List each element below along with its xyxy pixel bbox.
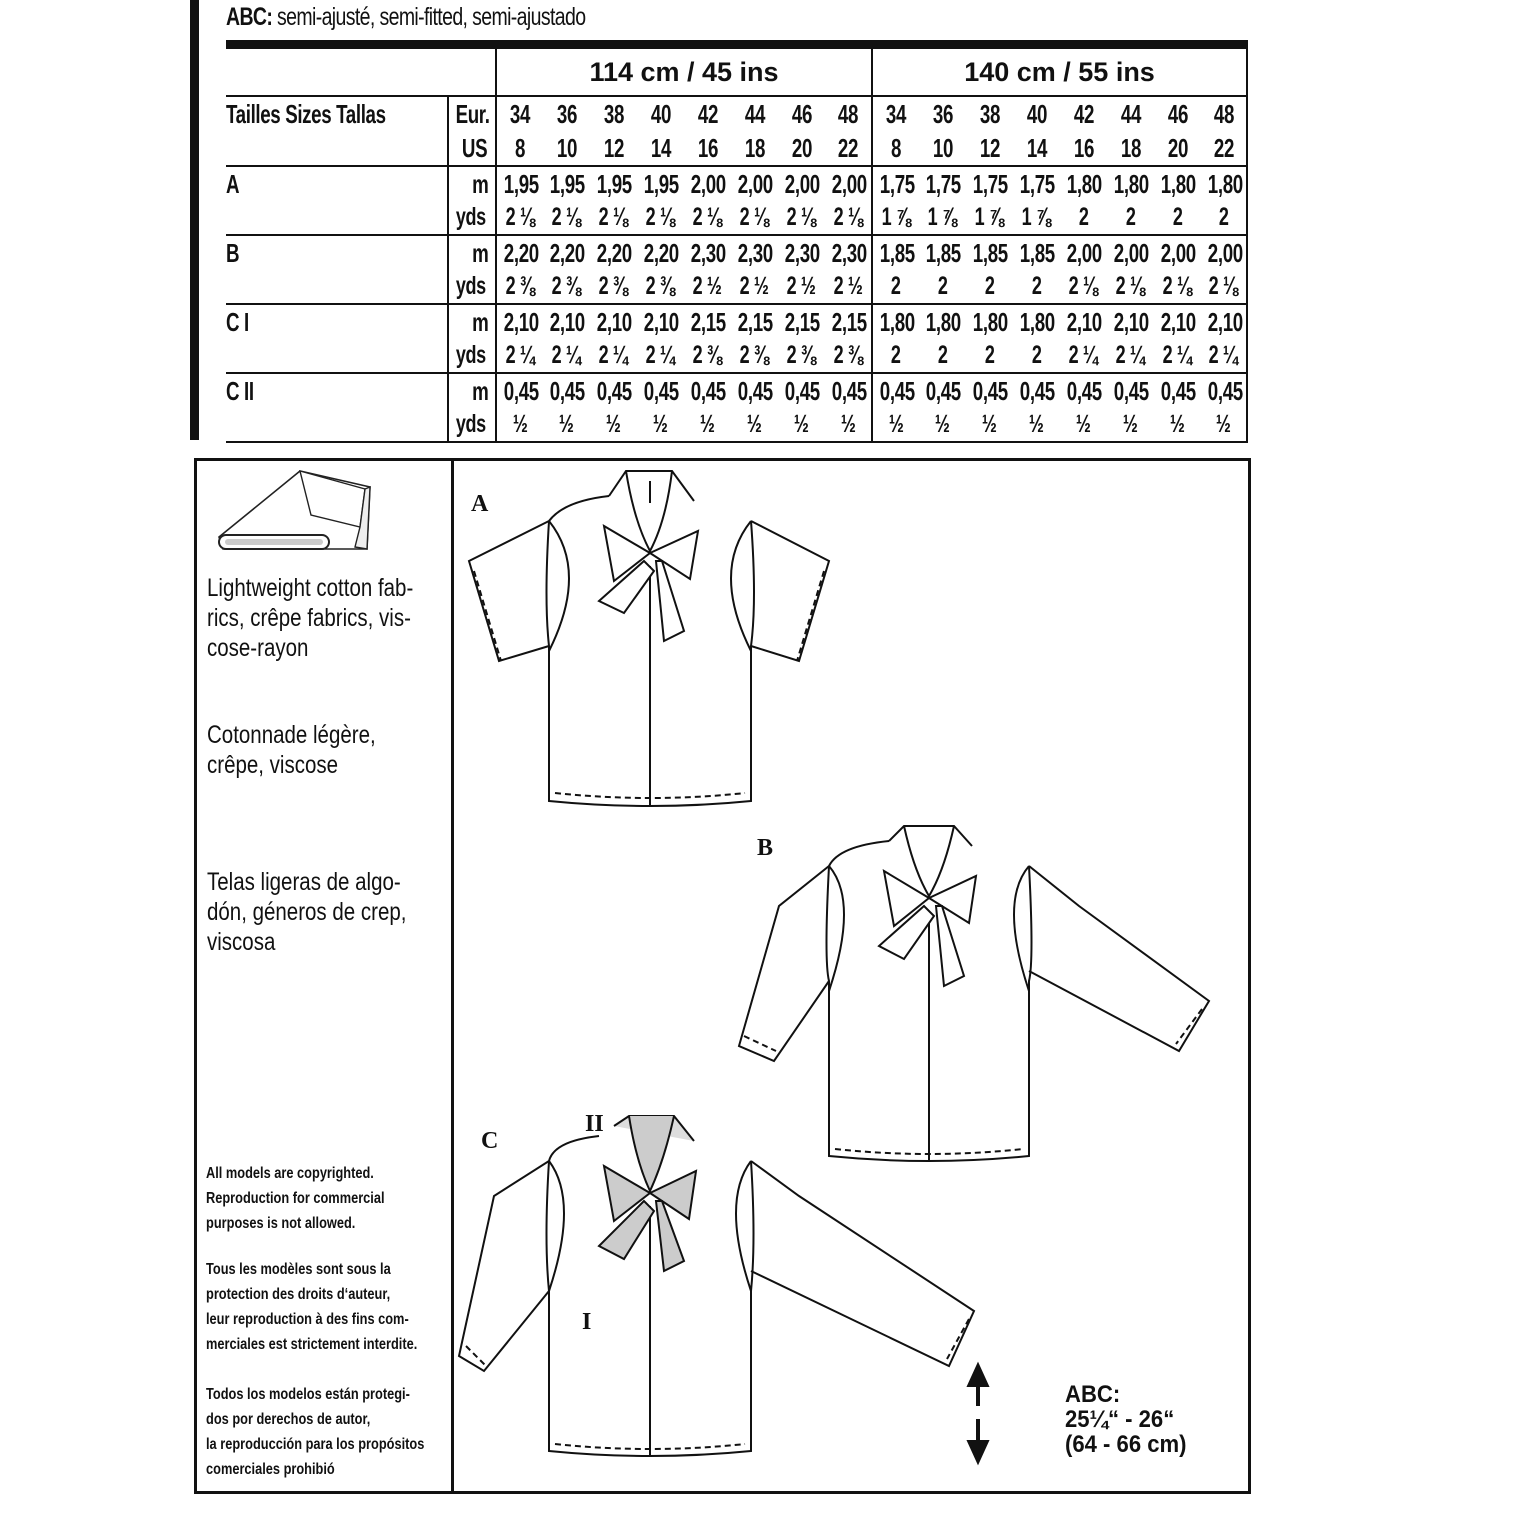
eur-size: 36 — [932, 98, 953, 129]
yards-value: 2 ⅛ — [1069, 272, 1098, 300]
yards-value: 2 ⅛ — [646, 203, 675, 231]
meters-value: 1,95 — [503, 168, 539, 199]
meters-value: 0,45 — [879, 375, 915, 406]
yards-value: 1 ⅞ — [975, 203, 1004, 231]
yards-value: 2 ¼ — [1116, 341, 1145, 369]
yards-value: 2 ⅛ — [740, 203, 769, 231]
eur-size: 46 — [791, 98, 812, 129]
yards-value: 2 ¼ — [1209, 341, 1238, 369]
meters-value: 0,45 — [1066, 375, 1102, 406]
yardage-table — [226, 49, 1248, 443]
yards-value: 2 — [937, 272, 948, 300]
unit-yds: yds — [456, 203, 487, 231]
meters-value: 2,00 — [1113, 237, 1149, 268]
yards-value: ½ — [794, 410, 809, 438]
meters-value: 2,30 — [737, 237, 773, 268]
meters-value: 1,80 — [925, 306, 961, 337]
meters-value: 2,00 — [737, 168, 773, 199]
meters-value: 2,10 — [643, 306, 679, 337]
fit-heading: ABC: semi-ajusté, semi-fitted, semi-ajustado — [226, 3, 586, 31]
yards-value: 2 ½ — [740, 272, 769, 300]
width-140: 140 cm / 55 ins — [964, 56, 1155, 87]
yards-value: 2 ⅜ — [646, 272, 675, 300]
copyright-es: Todos los modelos están protegi- dos por derechos de autor, la reproducción para los propósitos comerciales prohibió — [206, 1386, 425, 1478]
unit-yds: yds — [456, 341, 487, 369]
illustration-panel — [194, 458, 1251, 1494]
technical-drawings — [454, 461, 1248, 1491]
length-measurement: ABC: 25¼“ - 26“ (64 - 66 cm) — [1065, 1381, 1187, 1458]
yards-value: 2 ⅜ — [740, 341, 769, 369]
meters-value: 2,30 — [831, 237, 867, 268]
meters-value: 2,15 — [831, 306, 867, 337]
eur-size: 40 — [650, 98, 671, 129]
meters-value: 0,45 — [784, 375, 820, 406]
eur-size: 40 — [1026, 98, 1047, 129]
view-label-a: A — [471, 491, 489, 517]
us-size: 22 — [837, 132, 859, 163]
blouse-b-drawing — [739, 826, 1209, 1161]
yards-value: 2 ⅜ — [599, 272, 628, 300]
meters-value: 1,75 — [1019, 168, 1055, 199]
meters-value: 2,00 — [690, 168, 726, 199]
meters-value: 1,75 — [972, 168, 1008, 199]
yards-value: ½ — [700, 410, 715, 438]
yards-value: 2 — [984, 341, 995, 369]
us-size: 8 — [890, 132, 902, 163]
view-row-label: C II — [226, 375, 254, 406]
meters-value: 0,45 — [1207, 375, 1243, 406]
meters-value: 0,45 — [503, 375, 539, 406]
meters-value: 2,20 — [549, 237, 585, 268]
meters-value: 2,10 — [549, 306, 585, 337]
yards-value: 2 ⅛ — [1163, 272, 1192, 300]
yards-value: 2 ⅛ — [693, 203, 722, 231]
yards-value: ½ — [606, 410, 621, 438]
meters-value: 1,75 — [879, 168, 915, 199]
yards-value: 2 — [1125, 203, 1136, 231]
yards-value: 1 ⅞ — [928, 203, 957, 231]
yards-value: 2 ⅜ — [505, 272, 535, 300]
meters-value: 0,45 — [596, 375, 632, 406]
us-size: 18 — [744, 132, 765, 163]
yards-value: 2 ½ — [787, 272, 816, 300]
meters-value: 1,95 — [549, 168, 585, 199]
meters-value: 2,00 — [784, 168, 820, 199]
yards-value: 2 ¼ — [599, 341, 628, 369]
unit-yds: yds — [456, 410, 487, 438]
yards-value: 2 ⅛ — [833, 203, 863, 231]
eur-label: Eur. — [455, 98, 490, 129]
yards-value: 2 ⅛ — [505, 203, 535, 231]
yards-value: ½ — [559, 410, 574, 438]
eur-size: 48 — [837, 98, 859, 129]
us-size: 12 — [979, 132, 1000, 163]
copyright-fr: Tous les modèles sont sous la protection des droits d‘auteur, leur reproduction à des fins com- merciales est strictement interdite. — [206, 1261, 418, 1353]
yards-value: 2 ½ — [693, 272, 722, 300]
meters-value: 2,20 — [643, 237, 679, 268]
meters-value: 1,85 — [879, 237, 915, 268]
fabric-text-fr: Cotonnade légère, crêpe, viscose — [207, 721, 376, 779]
yards-value: 2 — [891, 341, 901, 369]
meters-value: 2,00 — [1160, 237, 1196, 268]
yards-value: ½ — [1123, 410, 1138, 438]
yards-value: ½ — [888, 410, 904, 438]
us-size: 20 — [791, 132, 812, 163]
fabric-text-es: Telas ligeras de algo- dón, géneros de crep, viscosa — [207, 868, 407, 956]
view-label-b: B — [757, 835, 774, 861]
yards-value: 2 ⅛ — [1209, 272, 1238, 300]
yards-value: 2 — [1218, 203, 1229, 231]
view-row-label: C I — [226, 306, 249, 337]
yards-value: 2 ¼ — [1069, 341, 1098, 369]
meters-value: 1,80 — [1160, 168, 1196, 199]
table-top-rule — [226, 40, 1248, 49]
unit-m: m — [472, 168, 489, 199]
us-size: 22 — [1213, 132, 1234, 163]
meters-value: 1,80 — [1207, 168, 1243, 199]
meters-value: 2,30 — [784, 237, 820, 268]
yards-value: 2 ¼ — [552, 341, 581, 369]
width-114: 114 cm / 45 ins — [589, 56, 779, 87]
meters-value: 2,00 — [1207, 237, 1243, 268]
yards-value: 2 — [1172, 203, 1183, 231]
meters-value: 2,10 — [1160, 306, 1196, 337]
eur-size: 42 — [697, 98, 718, 129]
blouse-a-drawing — [469, 471, 829, 806]
us-size: 14 — [1026, 132, 1047, 163]
meters-value: 2,10 — [1207, 306, 1243, 337]
yards-value: ½ — [1170, 410, 1185, 438]
eur-size: 34 — [509, 98, 531, 129]
us-size: 16 — [697, 132, 718, 163]
yards-value: ½ — [1076, 410, 1091, 438]
fabric-roll-icon — [215, 467, 375, 553]
eur-size: 38 — [979, 98, 1000, 129]
meters-value: 2,15 — [690, 306, 726, 337]
meters-value: 2,20 — [596, 237, 632, 268]
us-size: 14 — [650, 132, 671, 163]
yards-value: 2 ¼ — [1163, 341, 1192, 369]
yards-value: 2 ⅛ — [1116, 272, 1145, 300]
yards-value: 2 ⅜ — [552, 272, 581, 300]
yards-value: 2 ⅛ — [552, 203, 581, 231]
meters-value: 1,95 — [596, 168, 632, 199]
meters-value: 0,45 — [1113, 375, 1149, 406]
unit-m: m — [472, 237, 489, 268]
length-arrow-icon — [968, 1364, 988, 1463]
eur-size: 48 — [1213, 98, 1234, 129]
left-rule — [190, 0, 199, 440]
yards-value: 2 — [1031, 272, 1042, 300]
view-row-label: B — [226, 237, 240, 268]
yards-value: 1 ⅞ — [1022, 203, 1051, 231]
yards-value: 2 — [1078, 203, 1089, 231]
yards-value: 2 — [937, 341, 948, 369]
yards-value: 2 — [984, 272, 995, 300]
yards-value: ½ — [747, 410, 762, 438]
yards-value: 2 ¼ — [646, 341, 675, 369]
eur-size: 36 — [556, 98, 577, 129]
us-size: 16 — [1073, 132, 1094, 163]
meters-value: 2,30 — [690, 237, 726, 268]
meters-value: 1,85 — [925, 237, 961, 268]
us-size: 10 — [556, 132, 577, 163]
meters-value: 1,85 — [1019, 237, 1055, 268]
eur-size: 44 — [744, 98, 765, 129]
meters-value: 1,95 — [643, 168, 679, 199]
meters-value: 0,45 — [925, 375, 961, 406]
view-label-c2: II — [585, 1111, 604, 1137]
yards-value: 2 ⅛ — [787, 203, 816, 231]
yards-value: 2 — [1031, 341, 1042, 369]
fabric-text-en: Lightweight cotton fab- rics, crêpe fabrics, vis- cose-rayon — [207, 574, 414, 662]
meters-value: 1,75 — [925, 168, 961, 199]
view-label-c1: I — [582, 1309, 592, 1335]
yards-value: ½ — [512, 410, 528, 438]
us-label: US — [461, 132, 488, 163]
unit-yds: yds — [456, 272, 487, 300]
yards-value: 2 ⅜ — [693, 341, 722, 369]
us-size: 18 — [1120, 132, 1141, 163]
copyright-en: All models are copyrighted. Reproduction for commercial purposes is not allowed. — [206, 1165, 385, 1232]
view-row-label: A — [226, 168, 240, 199]
meters-value: 2,00 — [831, 168, 867, 199]
meters-value: 2,15 — [737, 306, 773, 337]
meters-value: 0,45 — [831, 375, 867, 406]
unit-m: m — [472, 375, 489, 406]
meters-value: 2,10 — [1113, 306, 1149, 337]
us-size: 10 — [932, 132, 953, 163]
eur-size: 38 — [603, 98, 624, 129]
yards-value: ½ — [840, 410, 856, 438]
yards-value: 2 ⅜ — [787, 341, 816, 369]
meters-value: 1,80 — [1019, 306, 1055, 337]
meters-value: 0,45 — [1160, 375, 1196, 406]
eur-size: 44 — [1120, 98, 1141, 129]
meters-value: 0,45 — [690, 375, 726, 406]
yards-value: ½ — [653, 410, 668, 438]
us-size: 20 — [1167, 132, 1188, 163]
yards-value: 2 ⅛ — [599, 203, 628, 231]
eur-size: 42 — [1073, 98, 1094, 129]
meters-value: 1,80 — [1113, 168, 1149, 199]
yards-value: ½ — [1216, 410, 1231, 438]
meters-value: 2,10 — [503, 306, 539, 337]
meters-value: 1,80 — [879, 306, 915, 337]
meters-value: 2,00 — [1066, 237, 1102, 268]
meters-value: 2,20 — [503, 237, 539, 268]
unit-m: m — [472, 306, 489, 337]
yards-value: 2 — [891, 272, 901, 300]
view-label-c: C — [481, 1128, 499, 1154]
meters-value: 2,10 — [1066, 306, 1102, 337]
meters-value: 0,45 — [643, 375, 679, 406]
yards-value: ½ — [982, 410, 997, 438]
yards-value: 2 ¼ — [505, 341, 535, 369]
yards-value: ½ — [935, 410, 950, 438]
meters-value: 2,10 — [596, 306, 632, 337]
yards-value: 2 ½ — [833, 272, 863, 300]
yards-value: 1 ⅞ — [881, 203, 911, 231]
eur-size: 34 — [885, 98, 907, 129]
meters-value: 0,45 — [549, 375, 585, 406]
meters-value: 1,80 — [1066, 168, 1102, 199]
meters-value: 0,45 — [1019, 375, 1055, 406]
yards-value: 2 ⅜ — [833, 341, 863, 369]
meters-value: 0,45 — [972, 375, 1008, 406]
eur-size: 46 — [1167, 98, 1188, 129]
us-size: 8 — [514, 132, 526, 163]
sizes-label: Tailles Sizes Tallas — [226, 98, 386, 129]
meters-value: 0,45 — [737, 375, 773, 406]
us-size: 12 — [603, 132, 624, 163]
meters-value: 1,80 — [972, 306, 1008, 337]
meters-value: 2,15 — [784, 306, 820, 337]
meters-value: 1,85 — [972, 237, 1008, 268]
yards-value: ½ — [1029, 410, 1044, 438]
blouse-c-drawing — [459, 1116, 974, 1456]
